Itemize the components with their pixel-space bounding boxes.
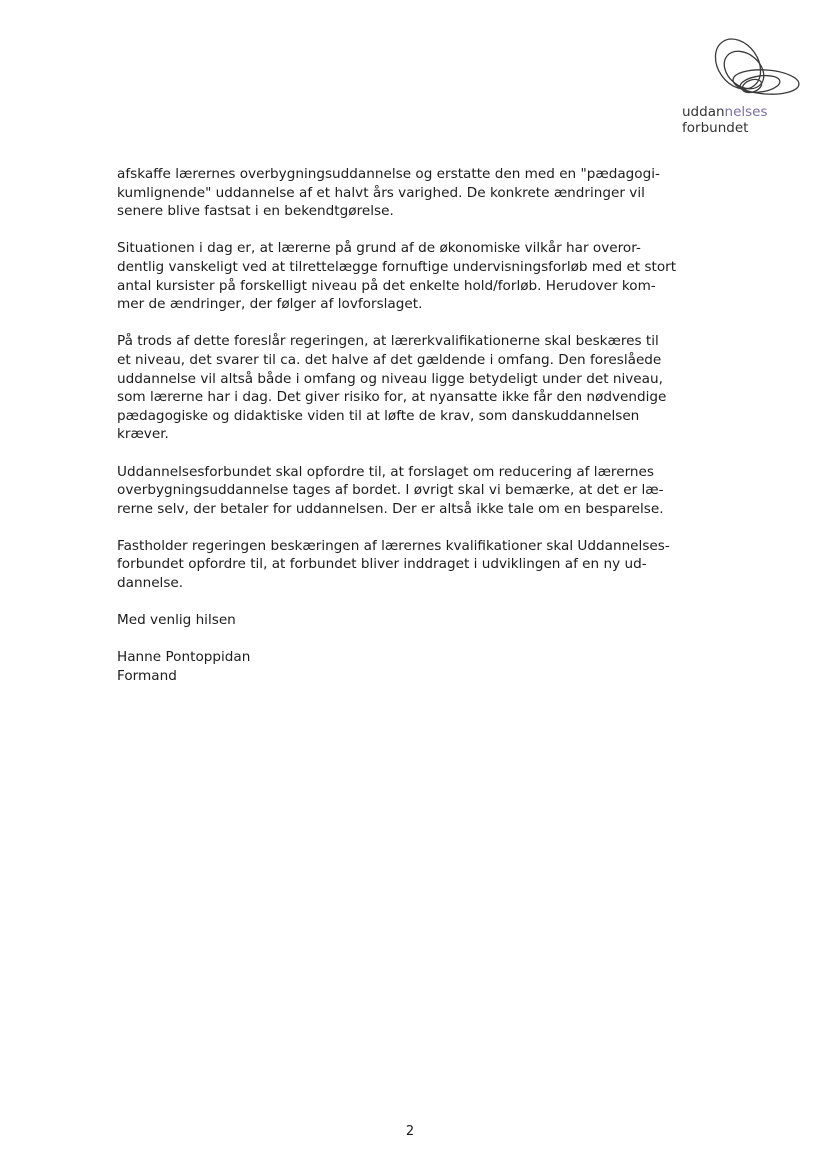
- paragraph-3: På trods af dette foreslår regeringen, at lærerkvalifikationerne skal beskæres til et niveau, det svarer til ca. det halve af det gældende i omfang. Den foreslåede uddannelse vil altså både i omfang og niveau ligge betydeligt under det niveau, som lærerne har i dag. Det giver risiko for, at nyansatte ikke får den nødvendige pædagogiske og didaktiske viden til at løfte de krav, som danskuddannelsen kræver.: [117, 333, 667, 443]
- uddannelsesforbundet-logo: [682, 34, 812, 140]
- letter-body: [117, 165, 757, 686]
- page-number: 2: [405, 1124, 415, 1139]
- paragraph-4: Uddannelsesforbundet skal opfordre til, at forslaget om reducering af lærernes overbygningsuddannelse tages af bordet. I øvrigt skal vi bemærke, at det er læ- rerne selv, der betaler for uddannelsen. Der er altså ikke tale om en besparelse.: [117, 463, 664, 517]
- signer-title: Formand: [117, 668, 177, 685]
- logo-wordmark: [682, 104, 768, 136]
- paragraph-2: Situationen i dag er, at lærerne på grund af de økonomiske vilkår har overor- dentlig vanskeligt ved at tilrettelægge fornuftige undervisningsforløb med et stort antal kursister på forskelligt niveau på det enkelte hold/forløb. Herudover kom- mer de ændringer, der følger af lovforslaget.: [117, 240, 677, 313]
- logo-swirl-icon: [700, 34, 802, 104]
- closing-salutation: Med venlig hilsen: [117, 612, 236, 629]
- paragraph-5: Fastholder regeringen beskæringen af lærernes kvalifikationer skal Uddannelses- forbundet opfordre til, at forbundet bliver inddraget i udviklingen af en ny ud- dannelse.: [117, 537, 670, 592]
- logo-text-highlight: nelses: [724, 104, 768, 120]
- signer-name: Hanne Pontoppidan: [117, 649, 251, 666]
- logo-text-line2: forbundet: [682, 120, 749, 136]
- logo-text-prefix: uddan: [682, 104, 725, 120]
- paragraph-1: afskaffe lærernes overbygningsuddannelse og erstatte den med en "pædagogi- kumlignende" uddannelse af et halvt års varighed. De konkrete ændringer vil senere blive fastsat i en bekendtgørelse.: [117, 166, 660, 220]
